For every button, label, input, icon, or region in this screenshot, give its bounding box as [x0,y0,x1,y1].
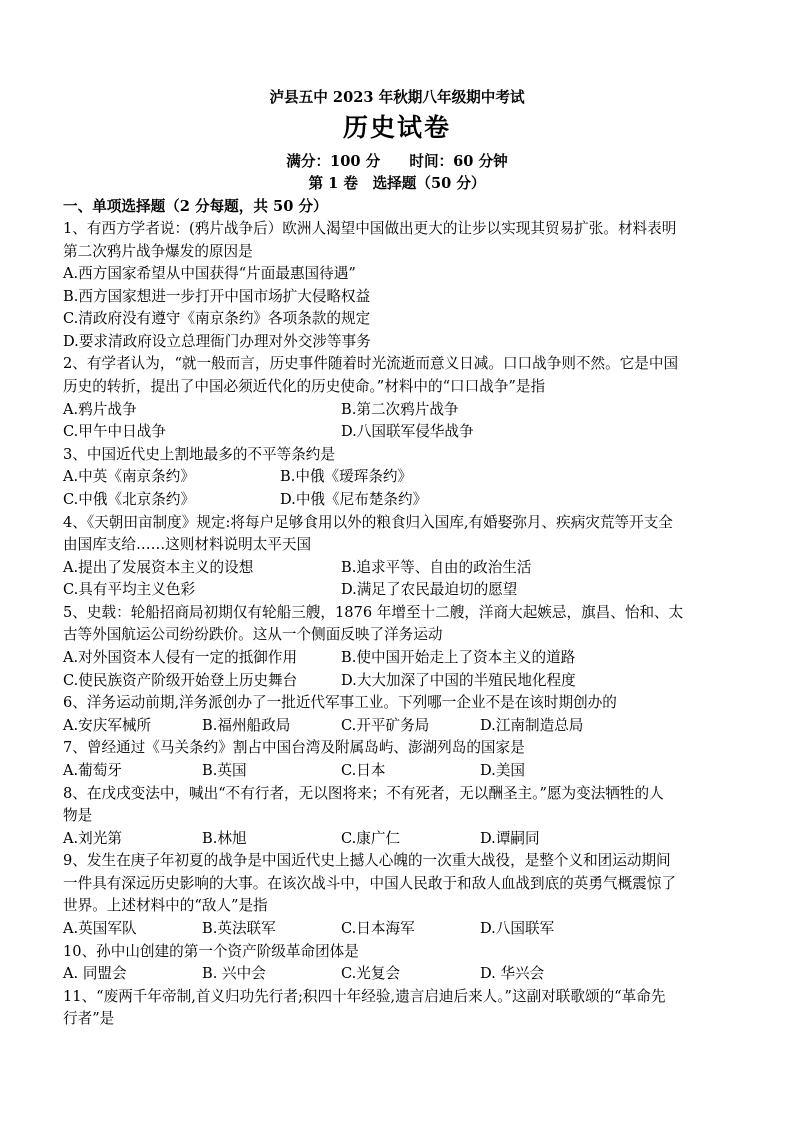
question-stem-line: 8、在戊戌变法中，喊出“不有行者，无以图将来；不有死者，无以酬圣主。”愿为变法牺牲的人 [63,785,664,802]
option-d: D.满足了农民最迫切的愿望 [341,581,518,598]
option-c: C.光复会 [341,965,401,982]
option-a: A.鸦片战争 [63,401,137,418]
option-c: C.清政府没有遵守《南京条约》各项条款的规定 [63,310,371,327]
option-d: D.八国联军侵华战争 [341,423,474,440]
option-a: A.刘光第 [63,830,122,847]
question-stem-line: 6、洋务运动前期,洋务派创办了一批近代军事工业。下列哪一企业不是在该时期创办的 [63,694,617,711]
question-stem-line: 9、发生在庚子年初夏的战争是中国近代史上撼人心魄的一次重大战役，是整个义和团运动期间 [63,852,671,869]
option-d: D.美国 [480,762,526,779]
question-stem-line: 行者”是 [63,1010,115,1027]
option-b: B.英法联军 [202,920,276,937]
option-b: B.追求平等、自由的政治生活 [341,559,532,576]
option-b: B.使中国开始走上了资本主义的道路 [341,649,576,666]
part-title: 第 1 卷 选择题（50 分） [308,175,486,192]
option-c: C.开平矿务局 [341,717,430,734]
question-stem-line: 7、曾经通过《马关条约》割占中国台湾及附属岛屿、澎湖列岛的国家是 [63,739,525,756]
option-a: A.提出了发展资本主义的设想 [63,559,254,576]
option-c: C.甲午中日战争 [63,423,166,440]
option-a: A.葡萄牙 [63,762,122,779]
question-stem-line: 3、中国近代史上割地最多的不平等条约是 [63,446,335,463]
question-stem-line: 由国库支给……这则材料说明太平天国 [63,536,312,553]
option-d: D.中俄《尼布楚条约》 [280,491,428,508]
question-stem-line: 10、孙中山创建的第一个资产阶级革命团体是 [63,943,359,960]
subject-title: 历史试卷 [342,113,451,142]
question-stem-line: 物是 [63,807,93,824]
option-d: D.要求清政府设立总理衙门办理对外交涉等事务 [63,333,371,350]
option-b: B.林旭 [202,830,247,847]
question-stem-line: 历史的转折，提出了中国必须近代化的历史使命。”材料中的“口口战争”是指 [63,378,546,395]
score-time-line: 满分：100 分 时间：60 分钟 [286,153,508,170]
question-stem-line: 5、史载：轮船招商局初期仅有轮船三艘，1876 年增至十二艘，洋商大起嫉忌，旗昌、怡和、太 [63,604,684,621]
option-a: A.西方国家希望从中国获得“片面最惠国待遇” [63,265,356,282]
option-c: C.日本海军 [341,920,415,937]
question-stem-line: 一件具有深远历史影响的大事。在该次战斗中，中国人民敢于和敌人血战到底的英勇气概震惊了 [63,875,676,892]
option-b: B. 兴中会 [202,965,266,982]
option-b: B.中俄《瑷珲条约》 [280,468,413,485]
option-c: C.具有平均主义色彩 [63,581,196,598]
option-d: D.谭嗣同 [480,830,540,847]
option-a: A. 同盟会 [63,965,127,982]
option-d: D.大大加深了中国的半殖民地化程度 [341,672,576,689]
option-c: C.使民族资产阶级开始登上历史舞台 [63,672,298,689]
option-a: A.中英《南京条约》 [63,468,195,485]
option-c: C.日本 [341,762,386,779]
question-stem-line: 4、《天朝田亩制度》规定:将每户足够食用以外的粮食归入国库,有婚娶弥月、疾病灾荒等开支全 [63,514,673,531]
option-d: D.八国联军 [480,920,555,937]
option-d: D. 华兴会 [480,965,545,982]
question-stem-line: 第二次鸦片战争爆发的原因是 [63,243,253,260]
question-stem-line: 2、有学者认为，“就一般而言，历史事件随着时光流逝而意义日减。口口战争则不然。它是中国 [63,355,679,372]
option-b: B.第二次鸦片战争 [341,401,459,418]
option-c: C.中俄《北京条约》 [63,491,196,508]
option-a: A.英国军队 [63,920,137,937]
question-stem-line: 1、有西方学者说：(鸦片战争后）欧洲人渴望中国做出更大的让步以实现其贸易扩张。材料表明 [63,220,677,237]
option-b: B.英国 [202,762,247,779]
option-b: B.福州船政局 [202,717,291,734]
question-stem-line: 世界。上述材料中的“敌人”是指 [63,897,268,914]
question-stem-line: 古等外国航运公司纷纷跌价。这从一个侧面反映了洋务运动 [63,626,443,643]
option-c: C.康广仁 [341,830,401,847]
option-b: B.西方国家想进一步打开中国市场扩大侵略权益 [63,288,371,305]
option-d: D.江南制造总局 [480,717,584,734]
option-a: A.安庆军械所 [63,717,152,734]
question-stem-line: 11、“废两千年帝制,首义归功先行者;积四十年经验,遗言启迪后来人。”这副对联歌颂的“革命先 [63,988,666,1005]
school-exam-title: 泸县五中 2023 年秋期八年级期中考试 [269,89,525,106]
section-title: 一、单项选择题（2 分每题，共 50 分） [63,198,328,215]
option-a: A.对外国资本人侵有一定的抵御作用 [63,649,298,666]
